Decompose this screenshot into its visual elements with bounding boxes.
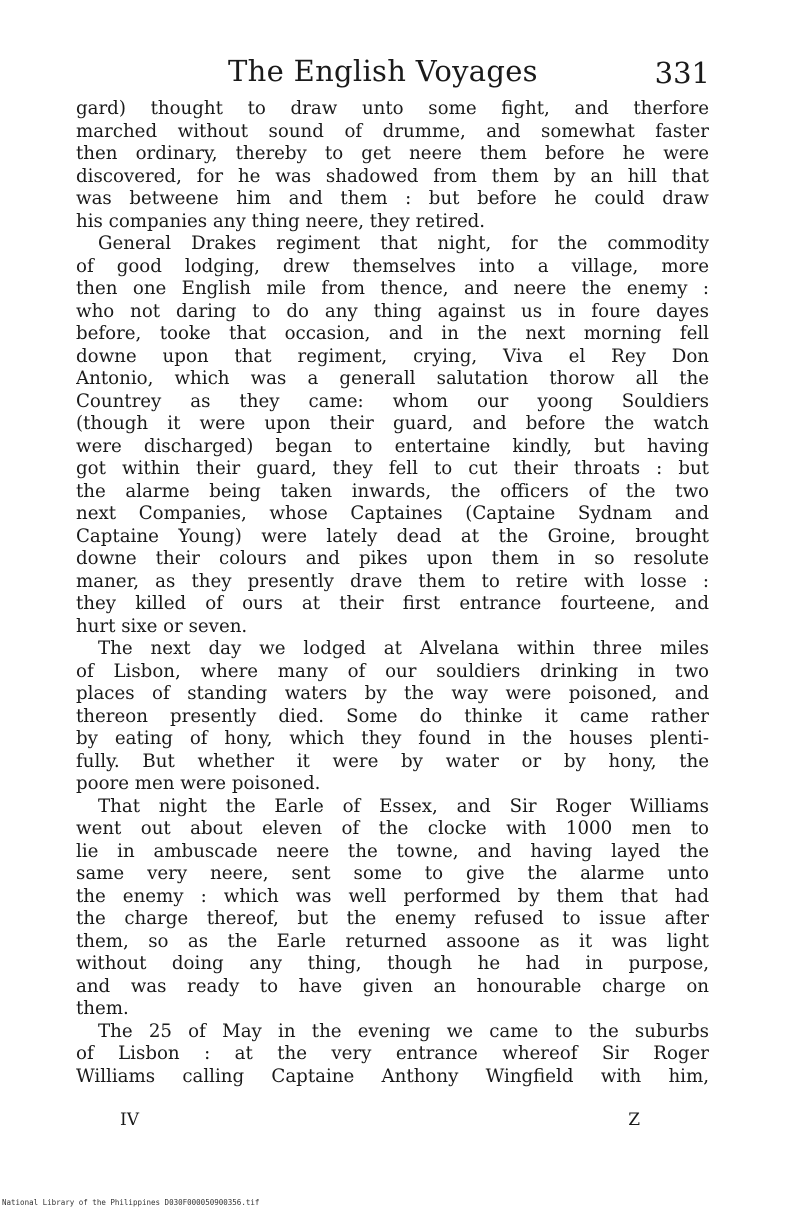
volume-signature: IV: [120, 1110, 139, 1130]
text-line: and was ready to have given an honourable charge on: [76, 975, 709, 997]
text-line: his companies any thing neere, they retired.: [76, 210, 486, 232]
text-line: maner, as they presently drave them to retire with losse :: [76, 570, 709, 592]
scan-credit: National Library of the Philippines D030F000050900356.tif: [2, 1198, 260, 1207]
text-line: without doing any thing, though he had in purpose,: [76, 953, 709, 974]
text-line: was betweene him and them : but before he could draw: [76, 188, 709, 209]
text-line: hurt sixe or seven.: [76, 615, 248, 637]
text-line: The 25 of May in the evening we came to the suburbs: [98, 1020, 709, 1042]
text-line: then ordinary, thereby to get neere them before he were: [76, 143, 709, 164]
text-line: the enemy : which was well performed by them that had: [76, 885, 709, 907]
text-line: of Lisbon, where many of our souldiers drinking in two: [76, 660, 709, 682]
text-line: (though it were upon their guard, and before the watch: [76, 413, 709, 434]
text-line: them, so as the Earle returned assoone as it was light: [76, 930, 709, 952]
text-line: That night the Earle of Essex, and Sir Roger Williams: [98, 795, 709, 817]
page-footer: [120, 1110, 640, 1132]
text-line: went out about eleven of the clocke with 1000 men to: [76, 818, 709, 839]
text-line: Williams calling Captaine Anthony Wingfield with him,: [76, 1065, 709, 1087]
body-text: [76, 98, 709, 1088]
text-line: next Companies, whose Captaines (Captaine Sydnam and: [76, 503, 709, 524]
text-line: by eating of hony, which they found in the houses plenti-: [76, 728, 709, 749]
text-line: them.: [76, 998, 129, 1019]
text-line: of good lodging, drew themselves into a village, more: [76, 255, 709, 277]
text-line: poore men were poisoned.: [76, 773, 321, 794]
text-line: Countrey as they came: whom our yoong Souldiers: [76, 390, 709, 412]
text-line: places of standing waters by the way were poisoned, and: [76, 683, 709, 704]
text-line: downe their colours and pikes upon them in so resolute: [76, 548, 709, 569]
text-line: the alarme being taken inwards, the officers of the two: [76, 480, 709, 502]
text-line: discovered, for he was shadowed from them by an hill that: [76, 165, 709, 187]
text-line: the charge thereof, but the enemy refused to issue after: [76, 908, 709, 929]
text-line: gard) thought to draw unto some fight, and therfore: [76, 98, 709, 119]
text-line: downe upon that regiment, crying, Viva el Rey Don: [76, 345, 709, 367]
text-line: then one English mile from thence, and neere the enemy :: [76, 278, 709, 299]
text-line: fully. But whether it were by water or by hony, the: [76, 750, 709, 772]
text-line: same very neere, sent some to give the alarme unto: [76, 863, 709, 884]
text-line: Antonio, which was a generall salutation thorow all the: [76, 368, 709, 389]
running-title: The English Voyages: [228, 54, 538, 88]
page-header: [74, 54, 710, 94]
text-line: marched without sound of drumme, and somewhat faster: [76, 120, 709, 142]
text-line: lie in ambuscade neere the towne, and having layed the: [76, 840, 709, 862]
text-line: The next day we lodged at Alvelana within three miles: [98, 638, 709, 659]
text-line: were discharged) began to entertaine kindly, but having: [76, 435, 709, 457]
page-number: 331: [654, 56, 710, 90]
text-line: before, tooke that occasion, and in the next morning fell: [76, 323, 709, 344]
text-line: thereon presently died. Some do thinke it came rather: [76, 705, 709, 727]
text-line: got within their guard, they fell to cut their throats : but: [76, 458, 709, 479]
text-line: General Drakes regiment that night, for the commodity: [98, 233, 709, 254]
text-line: they killed of ours at their first entrance fourteene, and: [76, 593, 709, 614]
text-line: of Lisbon : at the very entrance whereof Sir Roger: [76, 1043, 709, 1064]
text-line: who not daring to do any thing against us in foure dayes: [76, 300, 709, 322]
gathering-signature: Z: [628, 1110, 640, 1130]
text-line: Captaine Young) were lately dead at the Groine, brought: [76, 525, 709, 547]
